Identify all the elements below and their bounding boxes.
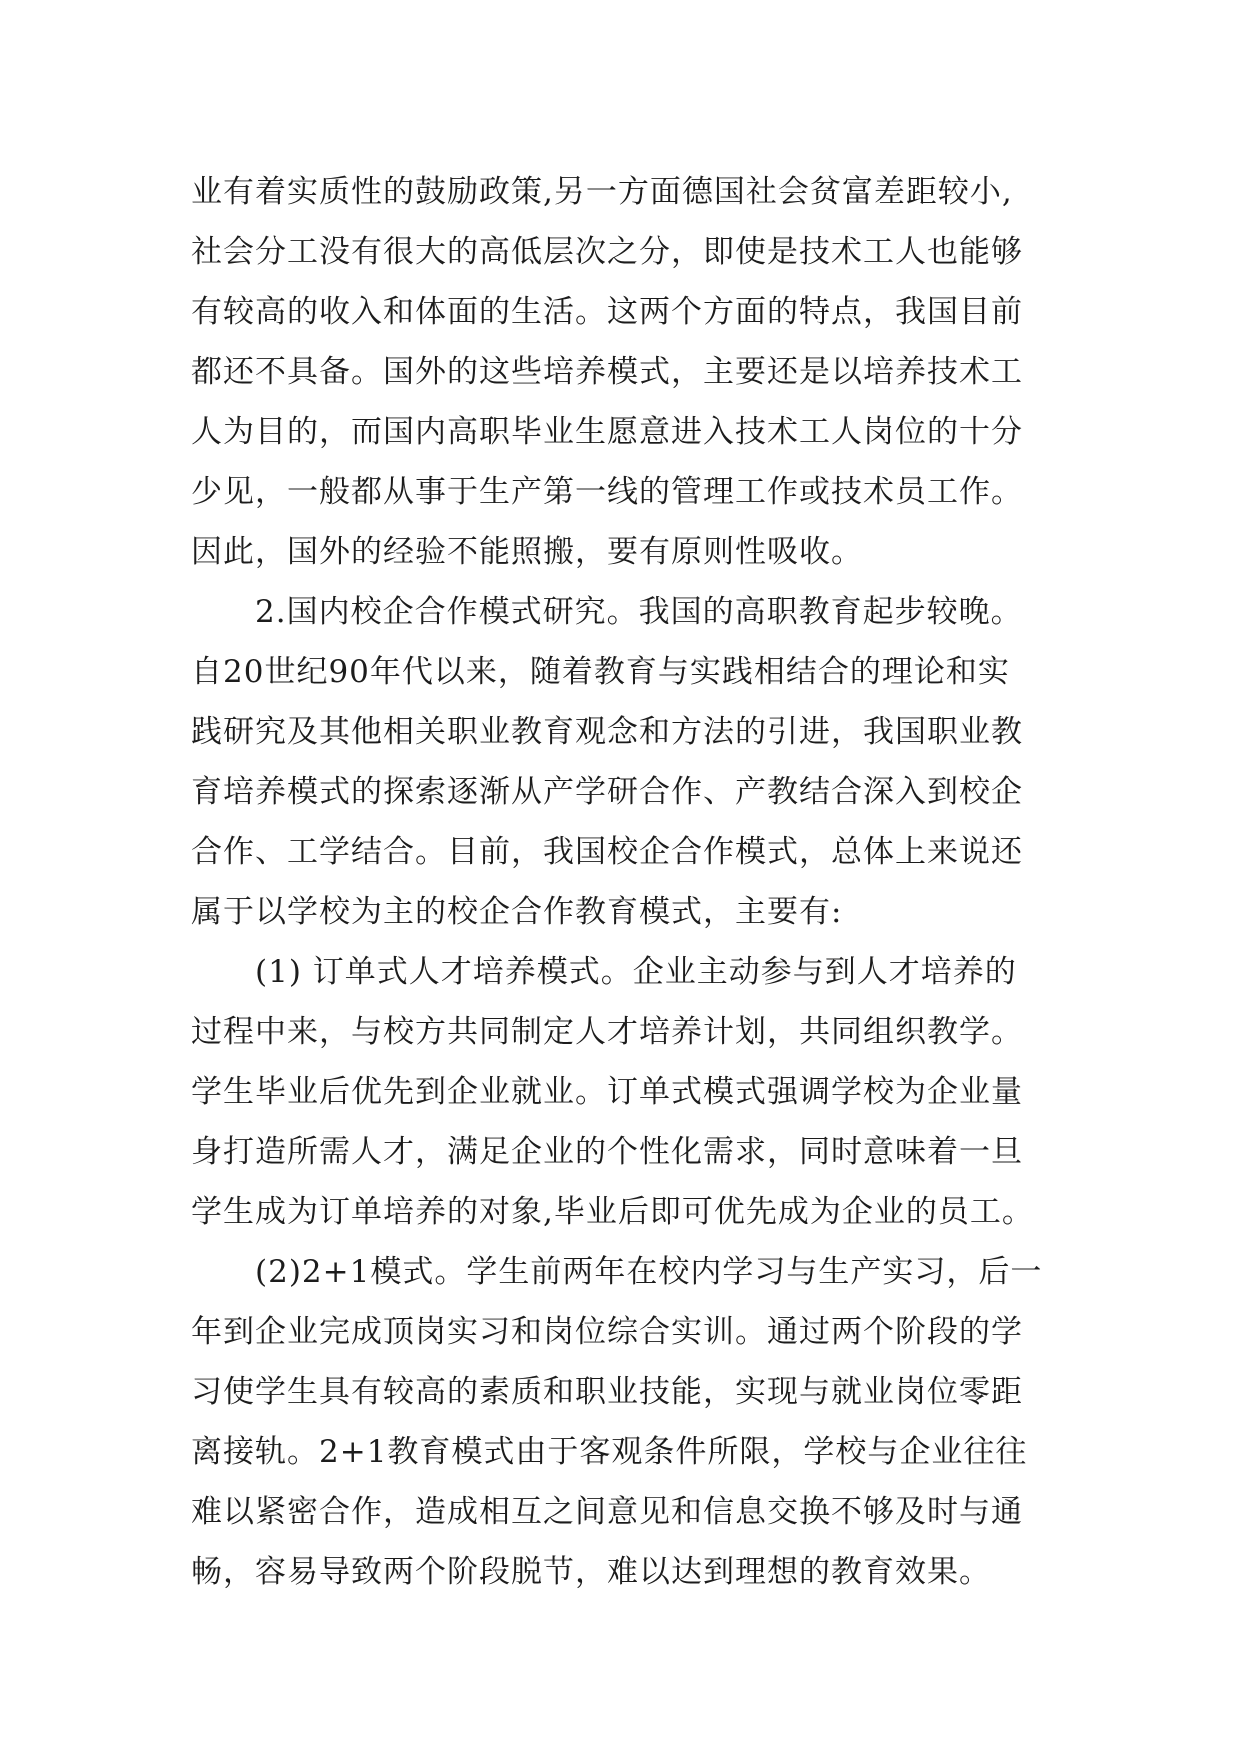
text-line: 离接轨。2+1教育模式由于客观条件所限，学校与企业往往 xyxy=(191,1434,1028,1470)
paragraph-start-line: 2.国内校企合作模式研究。我国的高职教育起步较晚。 xyxy=(255,594,1023,630)
text-line: 业有着实质性的鼓励政策,另一方面德国社会贫富差距较小, xyxy=(191,174,1013,210)
paragraph-start-line: (2)2+1模式。学生前两年在校内学习与生产实习，后一 xyxy=(255,1254,1043,1290)
text-line: 自20世纪90年代以来，随着教育与实践相结合的理论和实 xyxy=(191,654,1010,690)
text-line: 人为目的，而国内高职毕业生愿意进入技术工人岗位的十分 xyxy=(191,414,1023,450)
text-line: 因此，国外的经验不能照搬，要有原则性吸收。 xyxy=(191,534,863,570)
text-line: 学生毕业后优先到企业就业。订单式模式强调学校为企业量 xyxy=(191,1074,1023,1110)
text-line: 都还不具备。国外的这些培养模式，主要还是以培养技术工 xyxy=(191,354,1023,390)
text-line: 育培养模式的探索逐渐从产学研合作、产教结合深入到校企 xyxy=(191,774,1023,810)
text-line: 合作、工学结合。目前，我国校企合作模式，总体上来说还 xyxy=(191,834,1023,870)
text-line: 践研究及其他相关职业教育观念和方法的引进，我国职业教 xyxy=(191,714,1023,750)
text-line: 畅，容易导致两个阶段脱节，难以达到理想的教育效果。 xyxy=(191,1554,991,1590)
text-line: 少见，一般都从事于生产第一线的管理工作或技术员工作。 xyxy=(191,474,1023,510)
text-line: 属于以学校为主的校企合作教育模式，主要有: xyxy=(191,894,843,930)
body-text xyxy=(191,162,1091,1602)
text-line: 难以紧密合作，造成相互之间意见和信息交换不够及时与通 xyxy=(191,1494,1023,1530)
text-line: 社会分工没有很大的高低层次之分，即使是技术工人也能够 xyxy=(191,234,1023,270)
paragraph-start-line: (1) 订单式人才培养模式。企业主动参与到人才培养的 xyxy=(255,954,1017,990)
text-line: 过程中来，与校方共同制定人才培养计划，共同组织教学。 xyxy=(191,1014,1023,1050)
text-line: 习使学生具有较高的素质和职业技能，实现与就业岗位零距 xyxy=(191,1374,1023,1410)
text-line: 年到企业完成顶岗实习和岗位综合实训。通过两个阶段的学 xyxy=(191,1314,1023,1350)
text-line: 有较高的收入和体面的生活。这两个方面的特点，我国目前 xyxy=(191,294,1023,330)
text-line: 学生成为订单培养的对象,毕业后即可优先成为企业的员工。 xyxy=(191,1194,1034,1230)
text-line: 身打造所需人才，满足企业的个性化需求，同时意味着一旦 xyxy=(191,1134,1023,1170)
